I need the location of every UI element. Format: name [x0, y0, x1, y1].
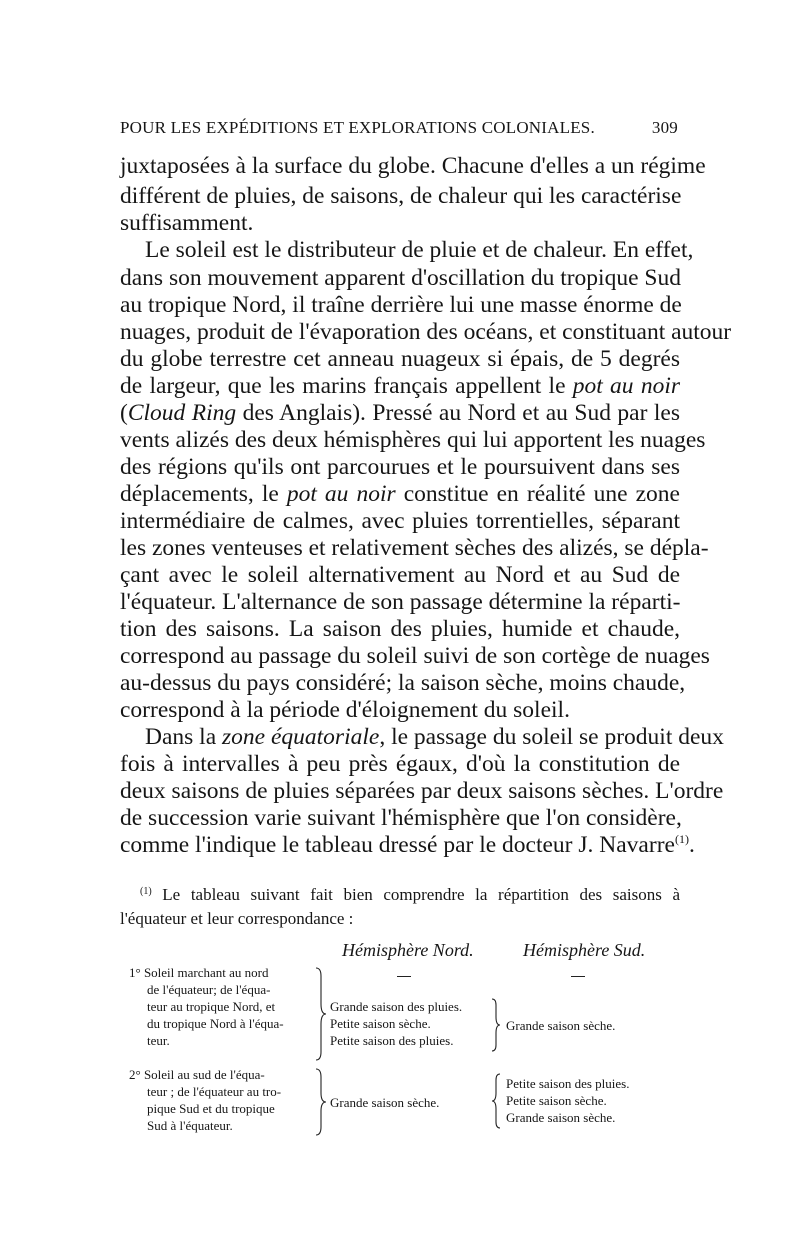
text-run: Dans la	[145, 724, 223, 750]
body-line	[120, 398, 680, 428]
body-line: de succession varie suivant l'hémisphère que l'on considère,	[120, 805, 682, 831]
body-line: dans son mouvement apparent d'oscillation du tropique Sud	[120, 265, 681, 291]
text-run: constitue en réalité une zone	[395, 481, 680, 507]
text-run: des Anglais). Pressé au Nord et au Sud par les	[236, 400, 680, 426]
italic-term: pot au noir	[286, 481, 396, 507]
body-line: suffisamment.	[120, 210, 254, 236]
table-cell: Grande saison sèche.	[506, 1110, 616, 1125]
body-line: vents alizés des deux hémisphères qui lui apportent les nuages	[120, 427, 706, 453]
italic-term: zone équatoriale	[222, 724, 380, 750]
footnote-reference[interactable]: (1)	[674, 832, 689, 846]
table-cell: Petite saison sèche.	[330, 1016, 431, 1031]
row1-label-brace	[314, 966, 328, 1062]
table-cell: Grande saison sèche.	[506, 1018, 616, 1033]
row-label-line: du tropique Nord à l'équa-	[147, 1016, 284, 1031]
body-line: tion des saisons. La saison des pluies, humide et chaude,	[120, 616, 680, 642]
body-line: deux saisons de pluies séparées par deux saisons sèches. L'ordre	[120, 778, 724, 804]
row-label-line: pique Sud et du tropique	[147, 1101, 275, 1116]
table-cell: Petite saison des pluies.	[506, 1076, 630, 1091]
body-line	[120, 479, 680, 509]
body-line: çant avec le soleil alternativement au Nord et au Sud de	[120, 562, 680, 588]
footnote-marker: (1)	[140, 886, 152, 897]
body-line: l'équateur. L'alternance de son passage détermine la réparti-	[120, 589, 681, 615]
body-line	[120, 371, 680, 401]
body-line: fois à intervalles à peu près égaux, d'où la constitution de	[120, 751, 680, 777]
body-line: au-dessus du pays considéré; la saison sèche, moins chaude,	[120, 670, 686, 696]
body-line: nuages, produit de l'évaporation des océans, et constituant autour	[120, 319, 732, 345]
row2-south-brace	[490, 1072, 502, 1130]
table-cell: Petite saison sèche.	[506, 1093, 607, 1108]
text-run: .	[688, 832, 695, 858]
row-label-line: Sud à l'équateur.	[147, 1118, 233, 1133]
body-line: au tropique Nord, il traîne derrière lui une masse énorme de	[120, 292, 682, 318]
italic-term: Cloud Ring	[127, 400, 237, 426]
body-line	[145, 722, 724, 752]
text-run: comme l'indique le tableau dressé par le docteur J. Navarre	[120, 832, 675, 858]
row-label-line: de l'équateur; de l'équa-	[147, 982, 271, 997]
body-line: Le soleil est le distributeur de pluie et de chaleur. En effet,	[145, 237, 694, 263]
body-line: correspond à la période d'éloignement du soleil.	[120, 697, 570, 723]
header-dash	[571, 976, 585, 977]
text-run: de largeur, que les marins français appellent le	[120, 373, 573, 399]
body-line: juxtaposées à la surface du globe. Chacune d'elles a un régime	[120, 153, 706, 179]
row1-north-brace	[490, 997, 502, 1053]
text-run: , le passage du soleil se produit deux	[379, 724, 724, 750]
footnote-line	[140, 883, 680, 907]
table-cell: Grande saison des pluies.	[330, 999, 463, 1014]
column-header-north: Hémisphère Nord.	[342, 940, 474, 960]
text-run: Le tableau suivant fait bien comprendre la répartition des saisons à	[151, 885, 680, 904]
body-line: des régions qu'ils ont parcourues et le poursuivent dans ses	[120, 454, 680, 480]
row-label-line: 2° Soleil au sud de l'équa-	[129, 1067, 265, 1082]
table-cell: Petite saison des pluies.	[330, 1033, 454, 1048]
header-dash	[397, 976, 411, 977]
row-label-line: 1° Soleil marchant au nord	[129, 965, 269, 980]
body-line: correspond au passage du soleil suivi de son cortège de nuages	[120, 643, 710, 669]
running-header-title: POUR LES EXPÉDITIONS ET EXPLORATIONS COLONIALES.	[120, 118, 595, 137]
column-header-south: Hémisphère Sud.	[523, 940, 646, 960]
running-header	[120, 118, 680, 142]
body-line: les zones venteuses et relativement sèches des alizés, se dépla-	[120, 535, 709, 561]
row-label-line: teur au tropique Nord, et	[147, 999, 276, 1014]
row2-label-brace	[314, 1067, 328, 1137]
table-cell: Grande saison sèche.	[330, 1095, 440, 1110]
italic-term: pot au noir	[572, 373, 680, 399]
row-label-line: teur ; de l'équateur au tro-	[147, 1084, 282, 1099]
body-line: différent de pluies, de saisons, de chaleur qui les caractérise	[120, 183, 682, 209]
footnote-line: l'équateur et leur correspondance :	[120, 909, 354, 928]
text-run: déplacements, le	[120, 481, 287, 507]
body-line	[120, 830, 695, 860]
row-label-line: teur.	[147, 1033, 170, 1048]
page-number: 309	[651, 118, 678, 137]
text-run: (	[120, 400, 128, 426]
body-line: du globe terrestre cet anneau nuageux si épais, de 5 degrés	[120, 346, 680, 372]
body-line: intermédiaire de calmes, avec pluies torrentielles, séparant	[120, 508, 680, 534]
